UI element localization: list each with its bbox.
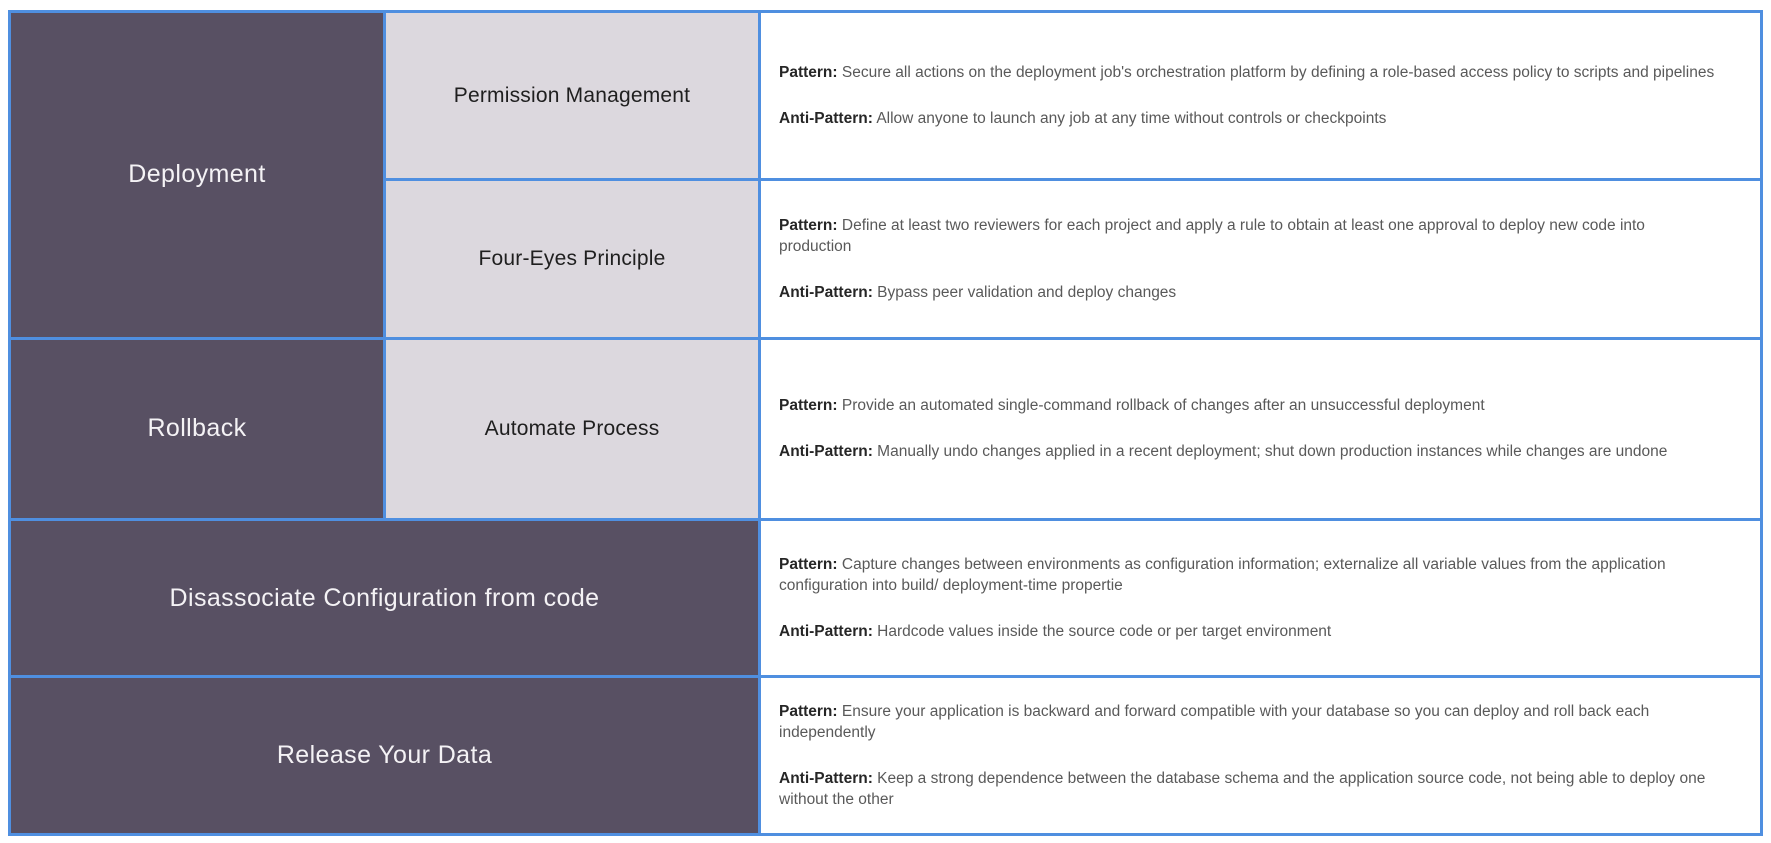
anti-pattern-text: Keep a strong dependence between the database schema and the application source code, not being able to deploy one without the other xyxy=(779,770,1706,809)
pattern-label: Pattern: xyxy=(779,703,838,721)
anti-pattern-label: Anti-Pattern: xyxy=(779,443,873,461)
anti-pattern-label: Anti-Pattern: xyxy=(779,770,873,788)
category-cell-deployment xyxy=(11,13,383,337)
anti-pattern-label: Anti-Pattern: xyxy=(779,623,873,641)
pattern-label: Pattern: xyxy=(779,556,838,574)
category-cell-disassociate-configuration xyxy=(11,521,758,676)
anti-pattern-paragraph xyxy=(779,282,1720,303)
practice-cell-four-eyes-principle xyxy=(386,181,758,337)
anti-pattern-text: Manually undo changes applied in a recent deployment; shut down production instances while changes are undone xyxy=(877,443,1668,461)
category-label: Deployment xyxy=(128,160,266,189)
anti-pattern-label: Anti-Pattern: xyxy=(779,284,873,302)
patterns-table xyxy=(8,10,1763,836)
detail-cell-four-eyes-principle xyxy=(761,181,1760,337)
category-cell-release-your-data xyxy=(11,678,758,833)
detail-cell-automate-process xyxy=(761,340,1760,518)
anti-pattern-paragraph xyxy=(779,108,1720,129)
detail-cell-disassociate-configuration xyxy=(761,521,1760,676)
pattern-text: Secure all actions on the deployment job's orchestration platform by defining a role-based access policy to scripts and pipelines xyxy=(841,64,1715,82)
pattern-label: Pattern: xyxy=(779,397,838,415)
anti-pattern-paragraph xyxy=(779,441,1720,462)
category-cell-rollback xyxy=(11,340,383,518)
category-label: Rollback xyxy=(147,414,247,443)
pattern-text: Ensure your application is backward and forward compatible with your database so you can deploy and roll back each independently xyxy=(779,703,1650,742)
anti-pattern-label: Anti-Pattern: xyxy=(779,110,873,128)
practice-label: Four-Eyes Principle xyxy=(478,247,666,271)
category-label: Disassociate Configuration from code xyxy=(169,583,600,612)
pattern-label: Pattern: xyxy=(779,216,838,234)
category-label: Release Your Data xyxy=(276,741,493,770)
detail-cell-permission-management xyxy=(761,13,1760,178)
practice-cell-permission-management xyxy=(386,13,758,178)
practice-cell-automate-process xyxy=(386,340,758,518)
pattern-text: Provide an automated single-command rollback of changes after an unsuccessful deployment xyxy=(841,397,1485,415)
practice-label: Permission Management xyxy=(453,83,691,107)
pattern-text: Define at least two reviewers for each project and apply a rule to obtain at least one approval to deploy new code into production xyxy=(779,216,1645,256)
pattern-paragraph xyxy=(779,395,1720,416)
pattern-label: Pattern: xyxy=(779,64,838,82)
anti-pattern-text: Allow anyone to launch any job at any time without controls or checkpoints xyxy=(876,110,1387,128)
anti-pattern-text: Bypass peer validation and deploy changes xyxy=(877,284,1177,302)
pattern-text: Capture changes between environments as configuration information; externalize all variable values from the application configuration into build/ deployment-time propertie xyxy=(779,556,1666,595)
anti-pattern-paragraph xyxy=(779,621,1720,642)
practice-label: Automate Process xyxy=(484,416,660,440)
pattern-paragraph xyxy=(779,554,1720,596)
anti-pattern-text: Hardcode values inside the source code or per target environment xyxy=(877,623,1332,641)
pattern-paragraph xyxy=(779,215,1720,257)
detail-cell-release-your-data xyxy=(761,678,1760,833)
pattern-paragraph xyxy=(779,701,1720,743)
anti-pattern-paragraph xyxy=(779,768,1720,810)
pattern-paragraph xyxy=(779,62,1720,83)
